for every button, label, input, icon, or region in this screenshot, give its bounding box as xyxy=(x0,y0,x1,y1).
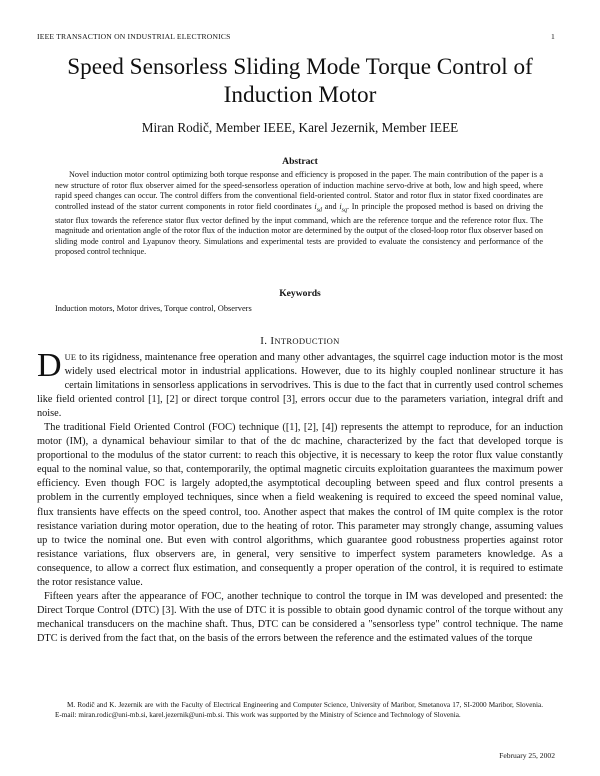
body-text xyxy=(37,347,563,646)
paragraph-1: DUE to its rigidness, maintenance free operation and many other advantages, the squirrel cage induction motor is the most widely used electrical motor in industrial applications. However, due to its highly coupled nonlinear structure it has certain limitations in sensorless applications in servodrives. This is due to the fact that in currently used control schemes like field oriented control [1], [2] or direct torque control [3], errors occur due to the parameters variation, integral drift and noise. xyxy=(37,347,563,420)
date: February 25, 2002 xyxy=(499,751,555,760)
abstract-part-2: . In principle the proposed method is based on driving the stator flux towards the reference stator flux vector defined by the input command, which are the reference torque and the reference rotor flux. The magnitude and orientation angle of the rotor flux of the induction motor are determined by the output of the closed-loop rotor flux observer based on sliding mode control and Lyapunov theory. Simulations and experimental tests are provided to evaluate the consistency and performance of the proposed control technique. xyxy=(55,201,543,257)
running-head xyxy=(37,32,555,41)
keywords-heading: Keywords xyxy=(279,288,321,299)
keywords-text: Induction motors, Motor drives, Torque control, Observers xyxy=(55,304,252,313)
author-footnote: M. Rodič and K. Jezernik are with the Faculty of Electrical Engineering and Computer Science, University of Maribor, Smetanova 17, SI-2000 Maribor, Slovenia. E-mail: miran.rodic@uni-mb.si, karel.jezernik@uni-mb.si. This work was supported by the Ministry of Science and Technology of Slovenia. xyxy=(55,701,543,719)
journal-name: IEEE TRANSACTION ON INDUSTRIAL ELECTRONICS xyxy=(37,32,231,41)
symbol-i-sq: $i_{sq}$ xyxy=(339,201,347,214)
abstract-part-1: Novel induction motor control optimizing both torque response and efficiency is proposed in the paper. The main contribution of the paper is a new structure of rotor flux observer aimed for the speed-sensorless operation of induction machine servo-drive at both, low and high speed, where rapid speed changes can occur. The control differs from the conventional field-oriented control. Stator and rotor flux in stator fixed coordinates are controlled instead of the stator current components in rotor field coordinates xyxy=(55,170,543,211)
paragraph-3: Fifteen years after the appearance of FOC, another technique to control the torque in IM was developed and presented: the Direct Torque Control (DTC) [3]. With the use of DTC it is possible to obtain good dynamic control of the torque without any mechanical transducers on the machine shaft. Thus, DTC can be considered a "sensorless type" control technique. The name DTC is derived from the fact that, on the basis of the errors between the reference and the estimated values of the torque xyxy=(37,590,563,644)
symbol-i-sd: $i_{sd}$ xyxy=(314,201,323,214)
abstract-text xyxy=(55,170,543,258)
paragraph-2: The traditional Field Oriented Control (FOC) technique ([1], [2], [4]) represents the attempt to reproduce, for an induction motor (IM), a dynamical behaviour similar to that of the dc machine, characterized by the fact that developed torque is proportional to the modulus of the stator current: to reach this objective, it is necessary to keep the rotor flux value constantly equal to the nominal value, so that, contemporarily, the optimal magnetic circuits exploitation guarantees the maximum power efficiency. Even though FOC is largely adopted,the asymptotical decoupling between speed and flux control presents a problem in the currently employed techniques, since when a field weakening is required to exceed the speed nominal value, flux transients have effects on the speed control, too. Another aspect that makes the control of IM quite complex is the rotor resistance variation during motor operation, due to the heating of rotor. This parameter may strongly change, assuming values up to twice the nominal one. But even with control algorithms, which guarantee good robustness properties against rotor resistance variations, flux observers are, in general, very sensitive to imperfect system parameters knowledge. As a consequence, to allow a correct flux estimation, and consequently a proper operation of the control, it is required to estimate the rotor resistance value. xyxy=(37,422,563,588)
paper-title: Speed Sensorless Sliding Mode Torque Control of Induction Motor xyxy=(67,54,533,108)
author-list: Miran Rodič, Member IEEE, Karel Jezernik, Member IEEE xyxy=(141,120,459,135)
section-heading: I. INTRODUCTION xyxy=(260,335,340,347)
abstract-and: and xyxy=(322,201,340,211)
page-number: 1 xyxy=(551,32,555,41)
abstract-heading: Abstract xyxy=(282,156,318,167)
drop-cap: D xyxy=(37,347,62,384)
